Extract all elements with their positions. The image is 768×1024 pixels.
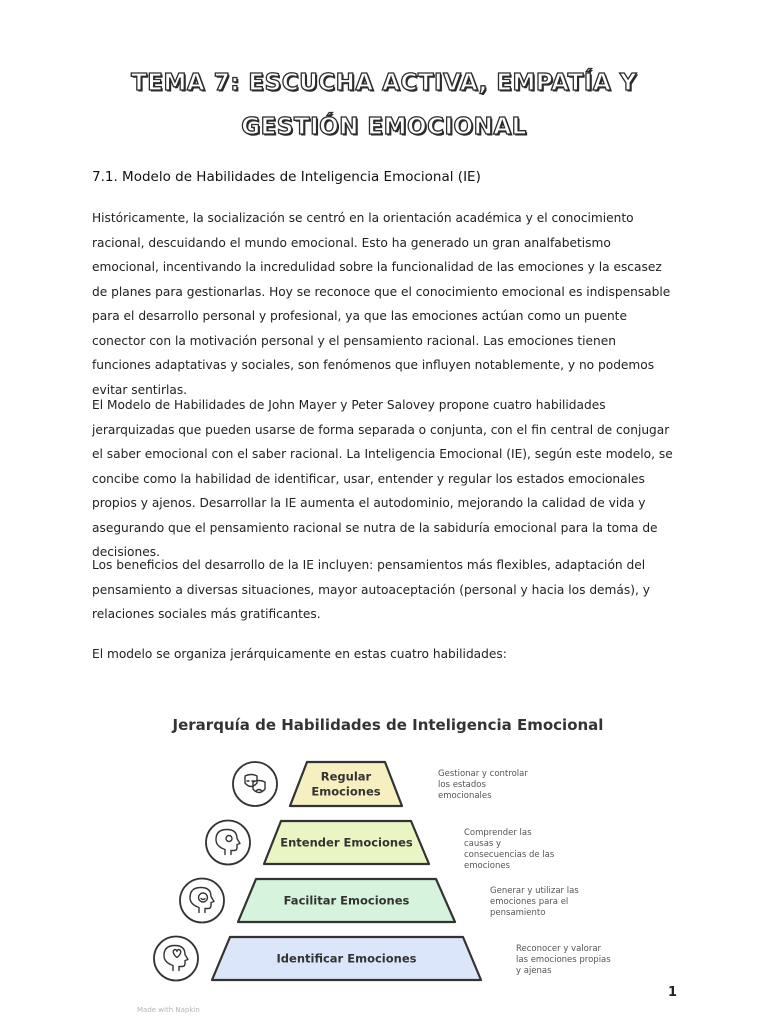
tier-description: emociones [464,861,510,871]
paragraph-4: El modelo se organiza jerárquicamente en estas cuatro habilidades: [92,647,507,661]
tier-label: Emociones [311,784,381,799]
paragraph-2: El Modelo de Habilidades de John Mayer y Peter Salovey propone cuatro habilidades jerarquizadas que pueden usarse de forma separada o conjunta, con el fin central de conjugar el saber emocional con el saber racional. La Inteligencia Emocional (IE), según este modelo, se concibe como la habilidad de identificar, usar, entender y regular los estados emocionales propios y ajenos. Desarrollar la IE aumenta el autodominio, mejorando la calidad de vida y asegurando que el pensamiento racional se nutra de la sabiduría emocional para la toma de decisiones. [92,398,673,559]
tier-description: Comprender las [464,828,532,838]
pyramid-level-4 [154,937,611,981]
pyramid-level-2 [206,821,555,872]
pyramid-level-3 [180,879,579,923]
section-heading: 7.1. Modelo de Habilidades de Inteligencia Emocional (IE) [92,169,481,185]
hierarchy-infographic [120,700,680,1020]
tier-description: consecuencias de las [464,850,555,860]
icon-circle [154,937,198,981]
tier-label: Regular [320,769,372,784]
pyramid-levels [154,762,611,981]
pyramid-level-1 [233,762,528,806]
icon-circle [206,821,250,865]
tier-description: emociones para el [490,897,569,907]
tier-description: causas y [464,839,502,849]
tier-description: Reconocer y valorar [516,944,602,954]
napkin-watermark: Made with Napkin [137,1006,200,1014]
infographic-title: Jerarquía de Habilidades de Inteligencia Emocional [172,716,604,734]
icon-circle [180,879,224,923]
paragraph-1: Históricamente, la socialización se centró en la orientación académica y el conocimiento racional, descuidando el mundo emocional. Esto ha generado un gran analfabetismo emocional, incentivando la incredulidad sobre la funcionalidad de las emociones y la escasez de planes para gestionarlas. Hoy se reconoce que el conocimiento emocional es indispensable para el desarrollo personal y profesional, ya que las emociones actúan como un puente conector con la motivación personal y el pensamiento racional. Las emociones tienen funciones adaptativas y sociales, son fenómenos que influyen notablemente, y no podemos evitar sentirlas. [92,211,671,397]
tier-label: Entender Emociones [280,835,413,850]
tier-description: los estados [438,780,486,790]
page-number: 1 [668,985,678,1000]
tier-label: Identificar Emociones [276,951,417,966]
document-title-line-1: TEMA 7: ESCUCHA ACTIVA, EMPATÍA Y [131,70,637,96]
tier-description: y ajenas [516,966,552,976]
icon-circle [233,762,277,806]
paragraph-3: Los beneficios del desarrollo de la IE incluyen: pensamientos más flexibles, adaptación del pensamiento a diversas situaciones, mayor autoaceptación (personal y hacia los demás), y relaciones sociales más gratificantes. [92,558,650,621]
tier-label: Facilitar Emociones [283,893,410,908]
tier-description: emocionales [438,791,492,801]
tier-description: pensamiento [490,908,546,918]
document-title-line-2: GESTIÓN EMOCIONAL [241,114,527,140]
tier-description: Gestionar y controlar [438,769,528,779]
tier-description: Generar y utilizar las [490,886,579,896]
tier-description: las emociones propias [516,955,611,965]
